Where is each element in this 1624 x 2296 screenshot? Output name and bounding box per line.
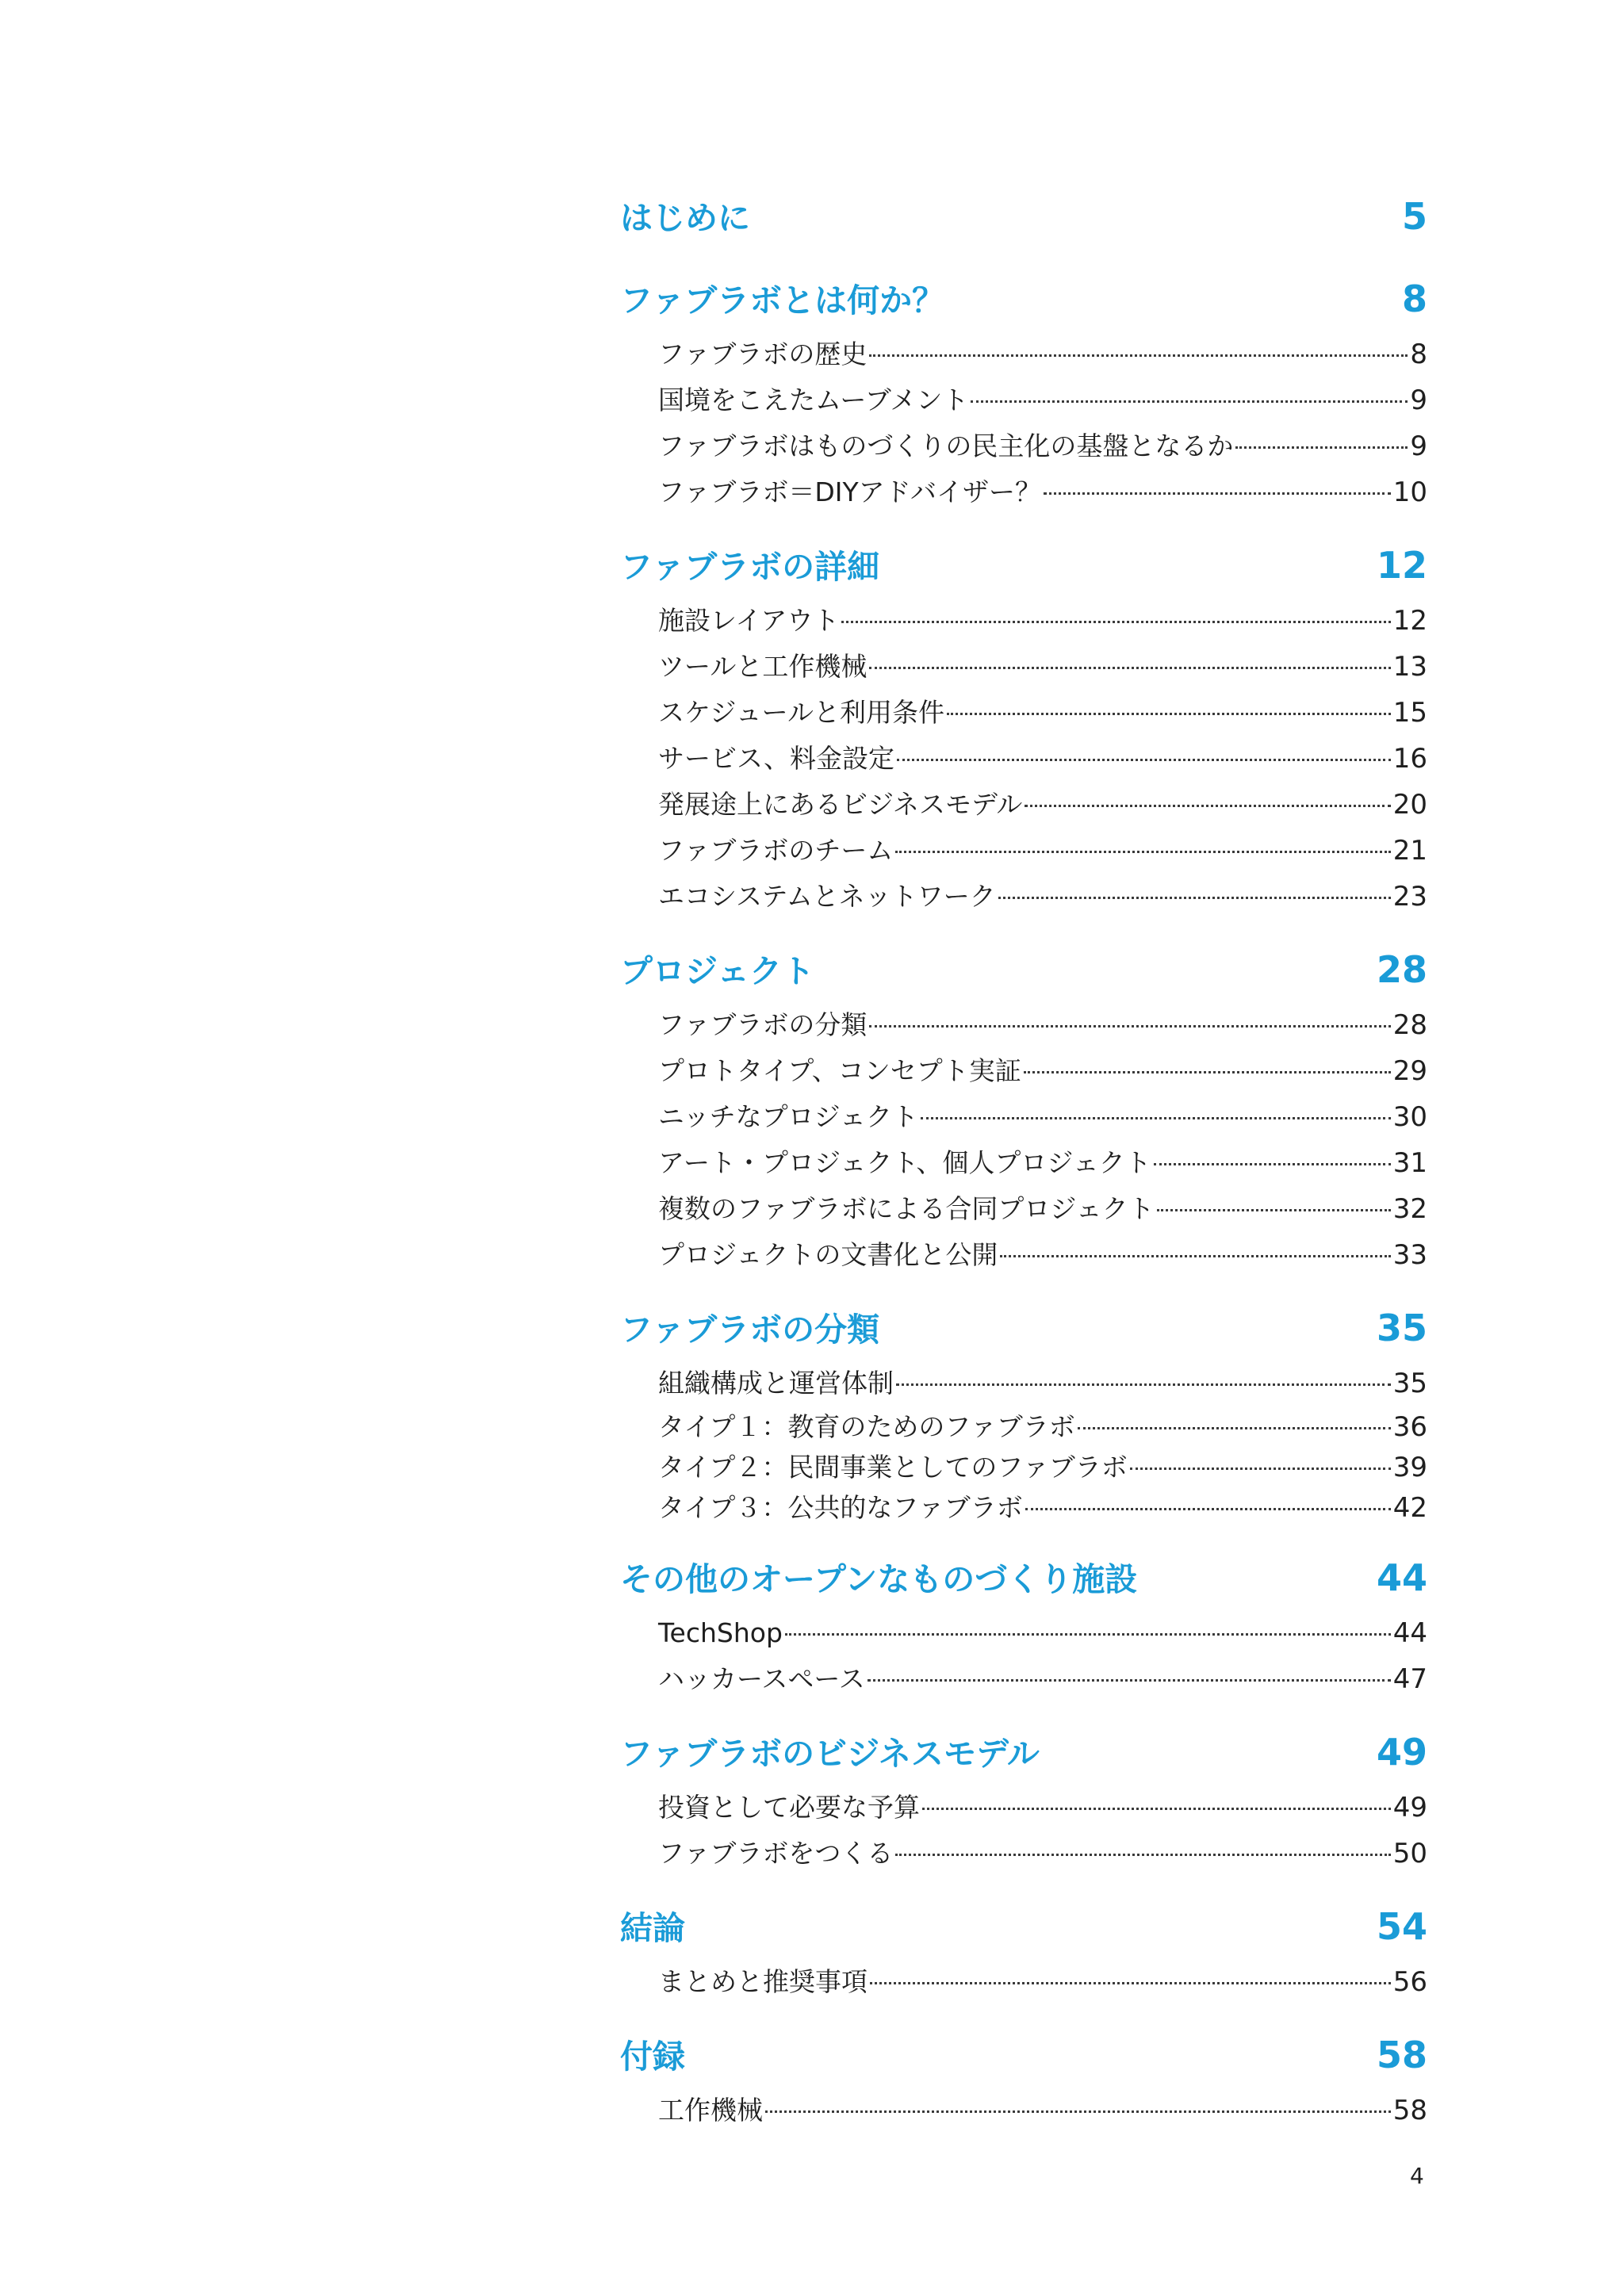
entry-title: TechShop: [658, 1617, 783, 1648]
entry-page-number: 36: [1392, 1411, 1427, 1443]
chapter-page-number: 49: [1376, 1731, 1427, 1774]
entry-title: アート・プロジェクト、個人プロジェクト: [658, 1147, 1151, 1178]
dot-leader: [869, 1025, 1390, 1027]
dot-leader: [1157, 1209, 1391, 1211]
dot-leader: [895, 1854, 1390, 1856]
chapter-title: はじめに: [620, 199, 750, 237]
entry-title: 工作機械: [658, 2095, 763, 2126]
entry-page-number: 29: [1392, 1055, 1427, 1087]
chapter-title: ファブラボの分類: [620, 1311, 880, 1349]
toc-chapter: [620, 1894, 1427, 2005]
toc-entry[interactable]: [658, 1232, 1427, 1278]
dot-leader: [1000, 1255, 1390, 1257]
entry-title: まとめと推奨事項: [658, 1966, 868, 1997]
chapter-page-number: 35: [1376, 1307, 1427, 1349]
entry-page-number: 12: [1392, 605, 1427, 637]
toc-entry[interactable]: [658, 1487, 1427, 1528]
chapter-heading[interactable]: [620, 533, 1427, 598]
entry-title: 発展途上にあるビジネスモデル: [658, 789, 1023, 820]
dot-leader: [1078, 1427, 1391, 1429]
entry-title: タイプ１：教育のためのファブラボ: [658, 1411, 1075, 1442]
chapter-entries: [658, 1360, 1427, 1528]
toc-entry[interactable]: [658, 1002, 1427, 1048]
dot-leader: [895, 851, 1390, 853]
chapter-title: その他のオープンなものづくり施設: [620, 1560, 1138, 1598]
dot-leader: [841, 621, 1390, 623]
toc-chapter: [620, 1545, 1427, 1702]
toc-entry[interactable]: [658, 423, 1427, 469]
toc-entry[interactable]: [658, 331, 1427, 377]
chapter-heading[interactable]: [620, 1295, 1427, 1360]
toc-entry[interactable]: [658, 828, 1427, 874]
chapter-page-number: 28: [1376, 948, 1427, 991]
dot-leader: [765, 2110, 1391, 2113]
dot-leader: [869, 354, 1408, 357]
dot-leader: [971, 400, 1408, 403]
dot-leader: [1235, 446, 1408, 449]
dot-leader: [998, 897, 1391, 899]
chapter-entries: [658, 331, 1427, 515]
toc-entry[interactable]: [658, 1406, 1427, 1447]
toc-entry[interactable]: [658, 377, 1427, 423]
entry-title: ファブラボのチーム: [658, 835, 894, 866]
page-number: 4: [1410, 2163, 1424, 2189]
entry-title: 組織構成と運営体制: [658, 1368, 894, 1399]
chapter-title: プロジェクト: [620, 952, 815, 990]
chapter-page-number: 54: [1376, 1905, 1427, 1948]
chapter-heading[interactable]: [620, 266, 1427, 331]
table-of-contents: [620, 184, 1427, 2133]
toc-entry[interactable]: [658, 1186, 1427, 1232]
chapter-heading[interactable]: [620, 1720, 1427, 1785]
chapter-page-number: 44: [1376, 1556, 1427, 1599]
chapter-entries: [658, 1785, 1427, 1877]
entry-page-number: 35: [1392, 1368, 1427, 1399]
toc-entry[interactable]: [658, 1094, 1427, 1140]
toc-chapter: [620, 1295, 1427, 1528]
dot-leader: [922, 1808, 1391, 1810]
toc-chapter: [620, 266, 1427, 515]
entry-title: サービス、料金設定: [658, 743, 894, 774]
chapter-entries: [658, 1959, 1427, 2005]
entry-title: 複数のファブラボによる合同プロジェクト: [658, 1193, 1155, 1224]
entry-title: ハッカースペース: [658, 1663, 865, 1694]
chapter-title: ファブラボの詳細: [620, 548, 880, 586]
entry-page-number: 47: [1392, 1663, 1427, 1695]
toc-entry[interactable]: [658, 2087, 1427, 2133]
dot-leader: [1025, 805, 1390, 807]
chapter-page-number: 58: [1376, 2034, 1427, 2076]
dot-leader: [870, 1982, 1391, 1984]
dot-leader: [896, 1383, 1391, 1386]
toc-chapter: [620, 184, 1427, 249]
entry-title: ファブラボはものづくりの民主化の基盤となるか: [658, 430, 1234, 461]
entry-title: タイプ２：民間事業としてのファブラボ: [658, 1452, 1128, 1483]
dot-leader: [1130, 1468, 1391, 1470]
chapter-title: ファブラボのビジネスモデル: [620, 1735, 1040, 1773]
toc-entry[interactable]: [658, 1785, 1427, 1831]
toc-entry[interactable]: [658, 1140, 1427, 1186]
entry-page-number: 33: [1392, 1239, 1427, 1271]
dot-leader: [868, 1679, 1391, 1682]
toc-chapter: [620, 533, 1427, 920]
chapter-entries: [658, 2087, 1427, 2133]
dot-leader: [1025, 1508, 1391, 1510]
entry-title: 国境をこえたムーブメント: [658, 385, 969, 415]
toc-entry[interactable]: [658, 1610, 1427, 1656]
chapter-entries: [658, 1610, 1427, 1702]
dot-leader: [1044, 492, 1391, 495]
entry-title: 施設レイアウト: [658, 605, 840, 636]
entry-title: ツールと工作機械: [658, 651, 868, 682]
toc-chapter: [620, 1720, 1427, 1877]
toc-entry[interactable]: [658, 1360, 1427, 1406]
toc-entry[interactable]: [658, 598, 1427, 644]
entry-page-number: 16: [1392, 743, 1427, 775]
entry-page-number: 21: [1392, 835, 1427, 867]
entry-title: スケジュールと利用条件: [658, 697, 945, 728]
chapter-page-number: 5: [1401, 195, 1427, 238]
toc-entry[interactable]: [658, 469, 1427, 515]
entry-page-number: 49: [1392, 1792, 1427, 1823]
entry-page-number: 50: [1392, 1838, 1427, 1869]
entry-page-number: 32: [1392, 1193, 1427, 1225]
chapter-title: 付録: [620, 2038, 685, 2076]
entry-title: 投資として必要な予算: [658, 1792, 920, 1823]
toc-entry[interactable]: [658, 1959, 1427, 2005]
entry-title: ファブラボの分類: [658, 1009, 868, 1040]
entry-page-number: 20: [1392, 789, 1427, 821]
entry-title: エコシステムとネットワーク: [658, 881, 996, 912]
entry-title: プロトタイプ、コンセプト実証: [658, 1055, 1021, 1086]
entry-title: ファブラボの歴史: [658, 339, 868, 369]
entry-page-number: 10: [1392, 476, 1427, 508]
chapter-page-number: 12: [1376, 544, 1427, 587]
entry-page-number: 58: [1392, 2095, 1427, 2126]
entry-page-number: 39: [1392, 1452, 1427, 1483]
toc-entry[interactable]: [658, 1048, 1427, 1094]
chapter-heading[interactable]: [620, 1545, 1427, 1610]
toc-entry[interactable]: [658, 1447, 1427, 1487]
entry-page-number: 30: [1392, 1101, 1427, 1133]
chapter-heading[interactable]: [620, 184, 1427, 249]
toc-entry[interactable]: [658, 736, 1427, 782]
entry-title: ファブラボをつくる: [658, 1838, 894, 1869]
toc-chapter: [620, 937, 1427, 1278]
dot-leader: [1024, 1071, 1391, 1073]
dot-leader: [947, 713, 1391, 715]
entry-page-number: 31: [1392, 1147, 1427, 1179]
chapter-entries: [658, 598, 1427, 920]
entry-page-number: 8: [1410, 339, 1427, 370]
entry-page-number: 9: [1410, 385, 1427, 416]
entry-title: ニッチなプロジェクト: [658, 1101, 919, 1132]
entry-page-number: 44: [1392, 1617, 1427, 1649]
entry-title: タイプ３：公共的なファブラボ: [658, 1492, 1023, 1523]
chapter-title: ファブラボとは何か？: [620, 281, 945, 320]
toc-entry[interactable]: [658, 1656, 1427, 1702]
toc-entry[interactable]: [658, 1831, 1427, 1877]
chapter-heading[interactable]: [620, 937, 1427, 1002]
dot-leader: [897, 759, 1391, 761]
toc-entry[interactable]: [658, 874, 1427, 920]
entry-page-number: 15: [1392, 697, 1427, 729]
entry-page-number: 42: [1392, 1492, 1427, 1524]
dot-leader: [785, 1633, 1391, 1636]
entry-page-number: 13: [1392, 651, 1427, 683]
entry-page-number: 23: [1392, 881, 1427, 913]
dot-leader: [921, 1117, 1391, 1119]
entry-page-number: 9: [1410, 430, 1427, 462]
chapter-title: 結論: [620, 1909, 685, 1947]
entry-title: ファブラボ＝DIYアドバイザー？: [658, 476, 1041, 507]
chapter-page-number: 8: [1401, 277, 1427, 320]
chapter-heading[interactable]: [620, 1894, 1427, 1959]
entry-page-number: 28: [1392, 1009, 1427, 1041]
toc-entry[interactable]: [658, 644, 1427, 690]
chapter-heading[interactable]: [620, 2022, 1427, 2087]
dot-leader: [1154, 1163, 1391, 1165]
entry-page-number: 56: [1392, 1966, 1427, 1998]
toc-entry[interactable]: [658, 690, 1427, 736]
toc-entry[interactable]: [658, 782, 1427, 828]
dot-leader: [869, 667, 1390, 669]
chapter-entries: [658, 1002, 1427, 1278]
toc-chapter: [620, 2022, 1427, 2133]
entry-title: プロジェクトの文書化と公開: [658, 1239, 998, 1270]
